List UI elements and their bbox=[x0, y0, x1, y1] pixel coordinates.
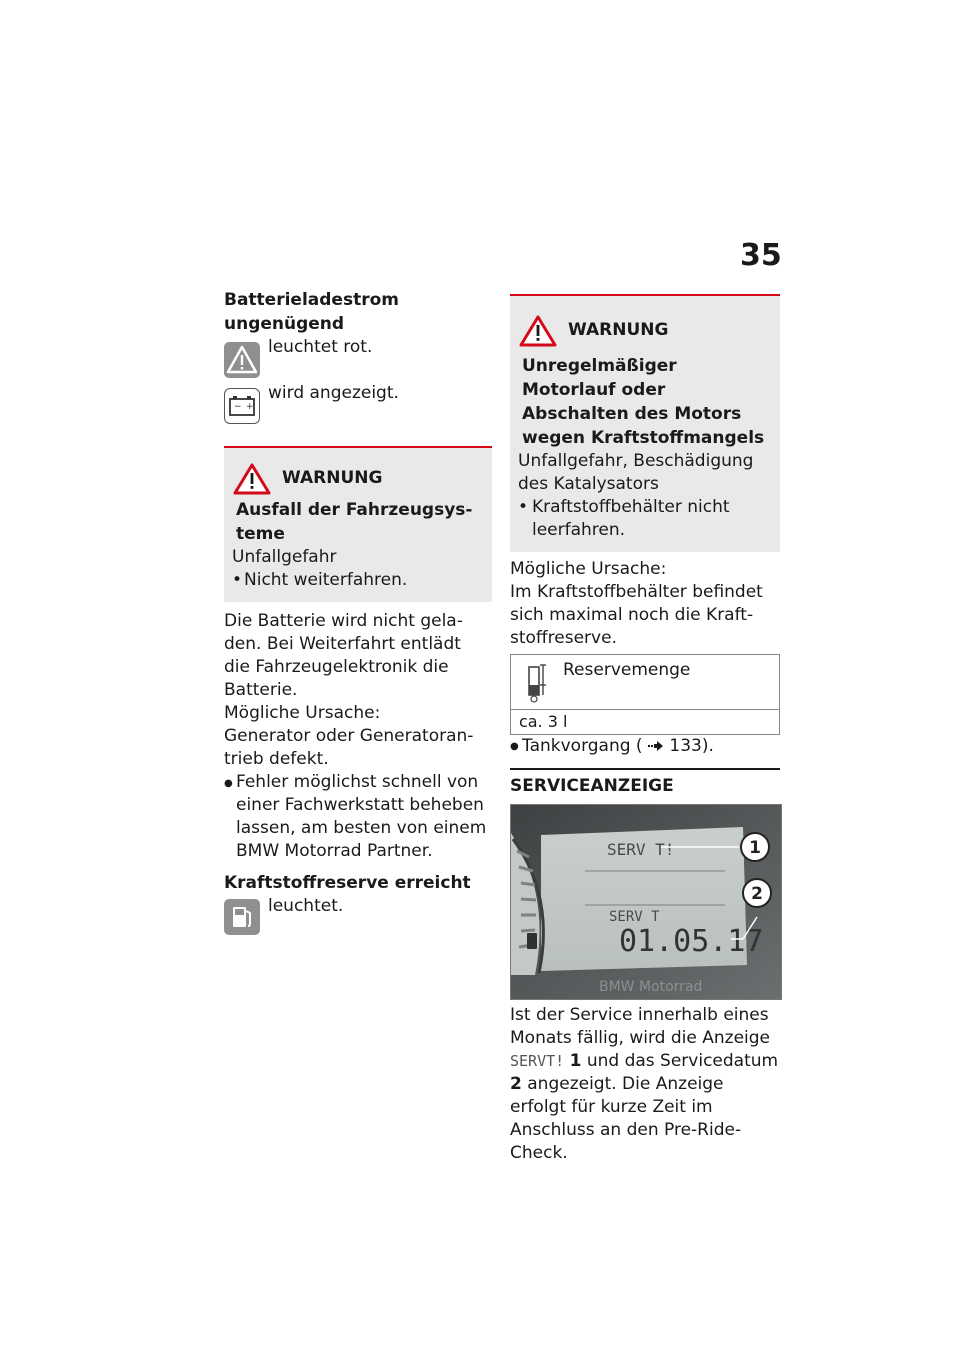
warning-triangle-icon bbox=[232, 462, 272, 496]
fuel-light-line bbox=[224, 895, 492, 941]
warning-box-battery bbox=[224, 446, 492, 602]
warning-title: Unregelmäßiger Motorlauf oder Abschalten des Motors wegen Kraftstoffmangels bbox=[522, 356, 765, 448]
battery-symbol-line bbox=[224, 382, 492, 438]
service-paragraph bbox=[510, 1004, 780, 1165]
battery-heading: Batterieladestrom ungenügend bbox=[224, 290, 399, 334]
list-item: ● Fehler möglichst schnell von einer Fachwerkstatt beheben lassen, am besten von einem BMW Motorrad Partner. bbox=[224, 771, 492, 863]
service-text-c: angezeigt. Die Anzeige erfolgt für kurze Zeit im Anschluss an den Pre-Ride-Check. bbox=[510, 1074, 742, 1163]
right-column bbox=[510, 294, 780, 1165]
warning-label: WARNUNG bbox=[568, 320, 669, 340]
service-text-a: Ist der Service innerhalb eines Monats fällig, wird die Anzeige bbox=[510, 1005, 771, 1048]
warning-body: Unfallgefahr bbox=[232, 547, 337, 567]
service-text-b: und das Servicedatum bbox=[586, 1051, 779, 1071]
service-ref-1: 1 bbox=[569, 1051, 582, 1071]
service-display-image bbox=[510, 804, 782, 1000]
battery-icon bbox=[224, 388, 260, 424]
callout-1: 1 bbox=[749, 838, 761, 858]
refuel-reference: ● Tankvorgang ( 133). bbox=[510, 736, 714, 756]
service-date-text: 01.05.17 bbox=[619, 924, 764, 959]
warning-title: Ausfall der Fahrzeugsysteme bbox=[236, 500, 473, 544]
warning-bullet: • Kraftstoffbehälter nicht leerfahren. bbox=[518, 496, 770, 542]
battery-symbol-text: wird angezeigt. bbox=[268, 383, 399, 403]
serv-bottom-text: SERV T bbox=[609, 909, 660, 925]
fuel-level-icon bbox=[525, 661, 549, 703]
reserve-table bbox=[510, 654, 780, 735]
warning-triangle-icon bbox=[518, 314, 558, 348]
cause-label: Mögliche Ursache: bbox=[224, 703, 381, 723]
warning-header bbox=[232, 462, 482, 498]
reserve-table-header bbox=[511, 655, 779, 710]
page-reference-arrow-icon bbox=[648, 740, 664, 752]
serv-top-text: SERV T! bbox=[607, 840, 675, 859]
page-number: 35 bbox=[740, 238, 782, 273]
warning-label: WARNUNG bbox=[282, 468, 383, 488]
reserve-value: ca. 3 l bbox=[519, 712, 568, 731]
warning-header bbox=[518, 314, 770, 350]
battery-warning-light-text: leuchtet rot. bbox=[268, 337, 373, 357]
service-code: SERVT! bbox=[510, 1052, 565, 1070]
cause-label: Mögliche Ursache: bbox=[510, 559, 667, 579]
reserve-label: Reservemenge bbox=[563, 660, 691, 680]
battery-warning-light-line bbox=[224, 336, 492, 382]
warning-bullet: • Nicht weiterfahren. bbox=[232, 569, 482, 592]
brand-text: BMW Motorrad bbox=[599, 979, 703, 995]
left-column bbox=[224, 288, 492, 941]
warning-box-fuel bbox=[510, 294, 780, 552]
cause-text: Im Kraftstoffbehälter befindet sich maximal noch die Kraftstoffreserve. bbox=[510, 582, 763, 648]
warning-body: Unfallgefahr, Beschädigung des Katalysators bbox=[518, 451, 754, 494]
cause-text: Generator oder Generatorantrieb defekt. bbox=[224, 726, 474, 769]
fuel-heading: Kraftstoffreserve erreicht bbox=[224, 873, 471, 893]
callout-2: 2 bbox=[751, 884, 763, 904]
refuel-text: Tankvorgang ( bbox=[522, 736, 643, 756]
fuel-pump-icon bbox=[224, 899, 260, 935]
section-heading: SERVICEANZEIGE bbox=[510, 768, 780, 796]
fuel-light-text: leuchtet. bbox=[268, 896, 344, 916]
warning-triangle-icon bbox=[224, 342, 260, 378]
refuel-page: 133). bbox=[669, 736, 714, 756]
service-ref-2: 2 bbox=[510, 1074, 522, 1094]
svg-text:−: − bbox=[234, 402, 242, 412]
battery-paragraph: Die Batterie wird nicht geladen. Bei Weiterfahrt entlädt die Fahrzeugelektronik die Batterie. bbox=[224, 611, 463, 700]
svg-text:+: + bbox=[246, 402, 254, 412]
